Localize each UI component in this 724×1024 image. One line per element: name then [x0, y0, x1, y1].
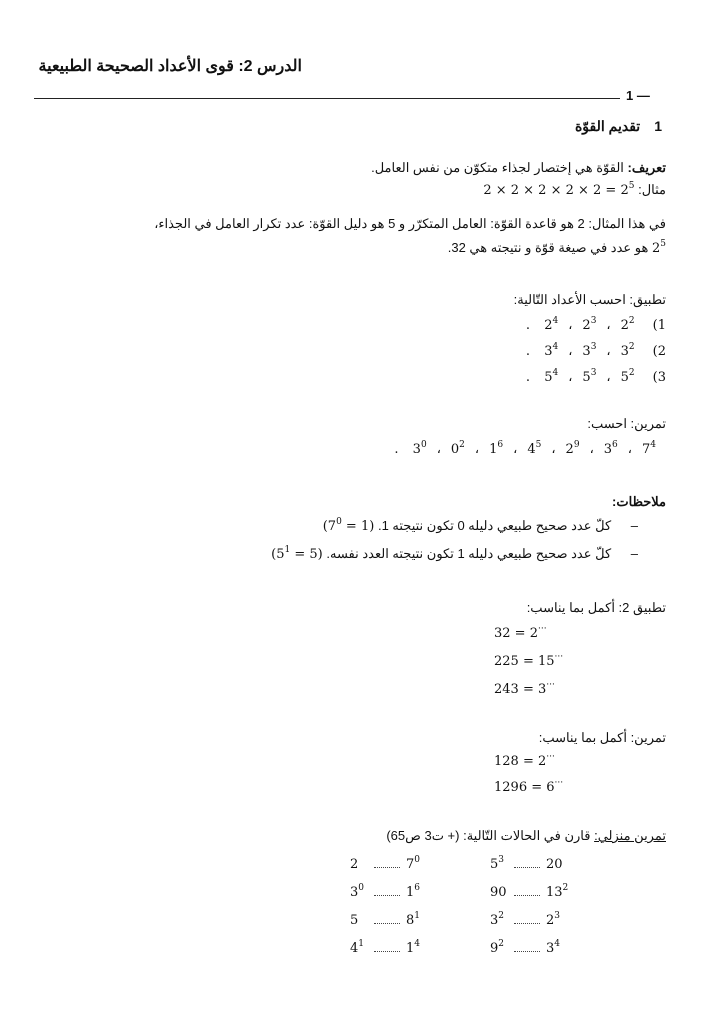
power-item: $2^9$	[565, 440, 580, 457]
power-item: $5^3$	[582, 368, 597, 385]
compare-left: $9^2$	[490, 939, 505, 956]
power-item: $3^2$	[620, 342, 635, 359]
power-item: $5^2$	[620, 368, 635, 385]
compare-blank[interactable]	[514, 944, 540, 952]
compare-blank[interactable]	[374, 888, 400, 896]
definition	[371, 160, 666, 176]
compare-left: 5	[350, 913, 359, 928]
compare-blank[interactable]	[374, 916, 400, 924]
exercise2-line: 128 = 2···	[494, 752, 555, 769]
example-formula: $2 \times 2 \times 2 \times 2 \times 2 = 2^5$	[483, 181, 635, 198]
homework-label: تمرين منزلي: قارن في الحالات التّالية: (+ ت3 ص65)	[386, 828, 666, 843]
compare-right: $1^4$	[406, 939, 421, 956]
compare-left: 2	[350, 857, 359, 872]
power-item: $2^2$	[620, 316, 635, 333]
power-item: $1^6$	[489, 440, 504, 457]
application2-line: 32 = 2···	[494, 624, 547, 641]
compare-right: $1^6$	[406, 883, 421, 900]
section-heading	[575, 118, 662, 135]
row-number: 1)	[652, 318, 666, 333]
compare-blank[interactable]	[374, 944, 400, 952]
page-title: الدرس 2: قوى الأعداد الصحيحة الطبيعية	[38, 58, 302, 75]
power-item: $4^5$	[527, 440, 542, 457]
power-item: $3^0$	[412, 440, 427, 457]
homework-right-row	[490, 884, 568, 900]
power-item: $7^4$	[641, 440, 656, 457]
note-1: – كلّ عدد صحيح طبيعي دليله 0 تكون نتيجته 1. $(7^0 = 1)$	[322, 517, 638, 534]
compare-left: $5^3$	[490, 855, 505, 872]
compare-left: 90	[490, 885, 507, 900]
compare-blank[interactable]	[514, 888, 540, 896]
homework-left-row	[350, 912, 420, 928]
note-2-math: $(5^1 = 5)$	[271, 545, 323, 562]
application1-row: $1)2^2،2^3،2^4$ .	[525, 316, 666, 333]
note-2: – كلّ عدد صحيح طبيعي دليله 1 تكون نتيجته العدد نفسه. $(5^1 = 5)$	[271, 545, 638, 562]
example-explain-1: في هذا المثال: 2 هو قاعدة القوّة: العامل المتكرّر و 5 هو دليل القوّة: عدد تكرار العامل في الجذاء،	[154, 216, 666, 231]
example-label: مثال:	[638, 182, 666, 197]
example-power: $2^5$	[651, 239, 666, 256]
compare-right: $8^1$	[406, 911, 421, 928]
compare-right: $7^0$	[406, 855, 421, 872]
header-rule	[34, 98, 620, 99]
section-title: تقديم القوّة	[574, 118, 641, 134]
application1-row: $3)5^2،5^3،5^4$ .	[525, 368, 666, 385]
homework-right-row	[490, 940, 560, 956]
compare-left: $3^0$	[350, 883, 365, 900]
homework-left-row	[350, 884, 420, 900]
compare-left: $4^1$	[350, 939, 365, 956]
compare-right: 20	[546, 857, 563, 872]
application2-label: تطبيق 2: أكمل بما يناسب:	[526, 600, 666, 615]
example-explain-2: $2^5$ هو عدد في صيغة قوّة و نتيجته هي 32.	[447, 239, 666, 256]
exercise1-label: تمرين: احسب:	[587, 416, 666, 431]
exercise2-label: تمرين: أكمل بما يناسب:	[538, 730, 666, 745]
power-item: $3^6$	[603, 440, 618, 457]
compare-blank[interactable]	[374, 860, 400, 868]
application2-line: 243 = 3···	[494, 680, 555, 697]
definition-text: القوّة هي إختصار لجذاء متكوّن من نفس العامل.	[371, 160, 624, 175]
compare-right: $13^2$	[546, 883, 569, 900]
notes-label: ملاحظات:	[612, 494, 666, 509]
power-item: $3^3$	[582, 342, 597, 359]
compare-blank[interactable]	[514, 860, 540, 868]
application1-row: $2)3^2،3^3،3^4$ .	[525, 342, 666, 359]
section-number: 1	[654, 118, 662, 134]
row-number: 3)	[652, 370, 666, 385]
exercise2-line: 1296 = 6···	[494, 778, 564, 795]
compare-blank[interactable]	[514, 916, 540, 924]
power-item: $0^2$	[450, 440, 465, 457]
homework-right-row	[490, 856, 563, 872]
power-item: $2^3$	[582, 316, 597, 333]
definition-label: تعريف:	[627, 160, 666, 175]
compare-left: $3^2$	[490, 911, 505, 928]
compare-right: $2^3$	[546, 911, 561, 928]
note-1-math: $(7^0 = 1)$	[322, 517, 375, 534]
example-line	[483, 182, 666, 198]
homework-left-row	[350, 940, 420, 956]
power-item: $3^4$	[544, 342, 559, 359]
power-item: $2^4$	[544, 316, 559, 333]
homework-left-row	[350, 856, 420, 872]
application2-line: 225 = 15···	[494, 652, 564, 669]
homework-right-row	[490, 912, 560, 928]
application1-label: تطبيق: احسب الأعداد التّالية:	[513, 292, 666, 307]
page-number: 1 —	[626, 88, 650, 103]
power-item: $5^4$	[544, 368, 559, 385]
compare-right: $3^4$	[546, 939, 561, 956]
row-number: 2)	[652, 344, 666, 359]
exercise1-items: $7^4،3^6،2^9،4^5،1^6،0^2،3^0$ .	[394, 440, 656, 457]
